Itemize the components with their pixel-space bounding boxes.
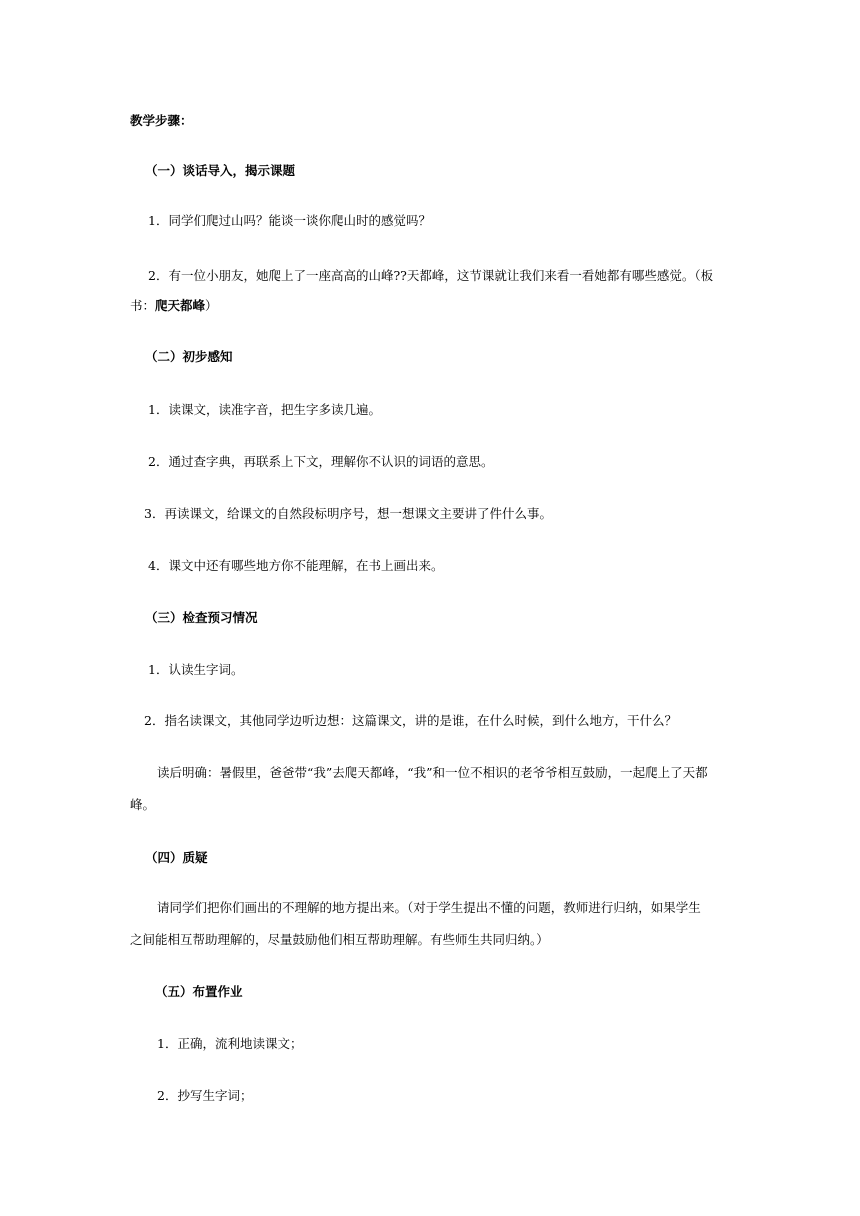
s4-paragraph-1-line-1: 请同学们把你们画出的不理解的地方提出来。（对于学生提出不懂的问题，教师进行归纳，如果学生	[157, 900, 701, 915]
steps-title: 教学步骤：	[130, 113, 193, 128]
s2-paragraph-4: 4．课文中还有哪些地方你不能理解，在书上画出来。	[148, 558, 444, 573]
section-heading-2: （二）初步感知	[145, 349, 233, 364]
section-heading-5: （五）布置作业	[155, 984, 243, 999]
s4-paragraph-1-line-2: 之间能相互帮助理解的，尽量鼓励他们相互帮助理解。有些师生共同归纳。）	[130, 932, 549, 947]
s3-paragraph-1: 1．认读生字词。	[148, 662, 244, 677]
board-title: 爬天都峰	[155, 298, 206, 313]
board-suffix: ）	[205, 298, 218, 313]
s3-paragraph-3-line-2: 峰。	[130, 797, 156, 812]
s2-paragraph-1: 1．读课文，读准字音，把生字多读几遍。	[148, 402, 381, 417]
s1-paragraph-2-line-1: 2．有一位小朋友，她爬上了一座高高的山峰??天都峰，这节课就让我们来看一看她都有哪些感觉。（板	[148, 268, 714, 283]
s5-paragraph-1: 1．正确，流利地读课文；	[157, 1036, 303, 1051]
s3-paragraph-2: 2．指名读课文，其他同学边听边想：这篇课文，讲的是谁，在什么时候，到什么地方，干什么？	[144, 713, 677, 728]
s1-paragraph-2-line-2	[130, 298, 218, 314]
s3-paragraph-3-line-1: 读后明确：暑假里，爸爸带“我”去爬天都峰，“我”和一位不相识的老爷爷相互鼓励，一起爬上了天都	[157, 765, 708, 780]
s1-paragraph-1: 1．同学们爬过山吗？能谈一谈你爬山时的感觉吗？	[148, 213, 431, 228]
board-prefix: 书：	[130, 298, 156, 313]
s5-paragraph-2: 2．抄写生字词；	[157, 1088, 253, 1103]
section-heading-3: （三）检查预习情况	[145, 610, 258, 625]
section-heading-1: （一）谈话导入，揭示课题	[145, 163, 296, 178]
s2-paragraph-3: 3．再读课文，给课文的自然段标明序号，想一想课文主要讲了件什么事。	[144, 506, 552, 521]
section-heading-4: （四）质疑	[145, 850, 208, 865]
s2-paragraph-2: 2．通过查字典，再联系上下文，理解你不认识的词语的意思。	[148, 454, 494, 469]
